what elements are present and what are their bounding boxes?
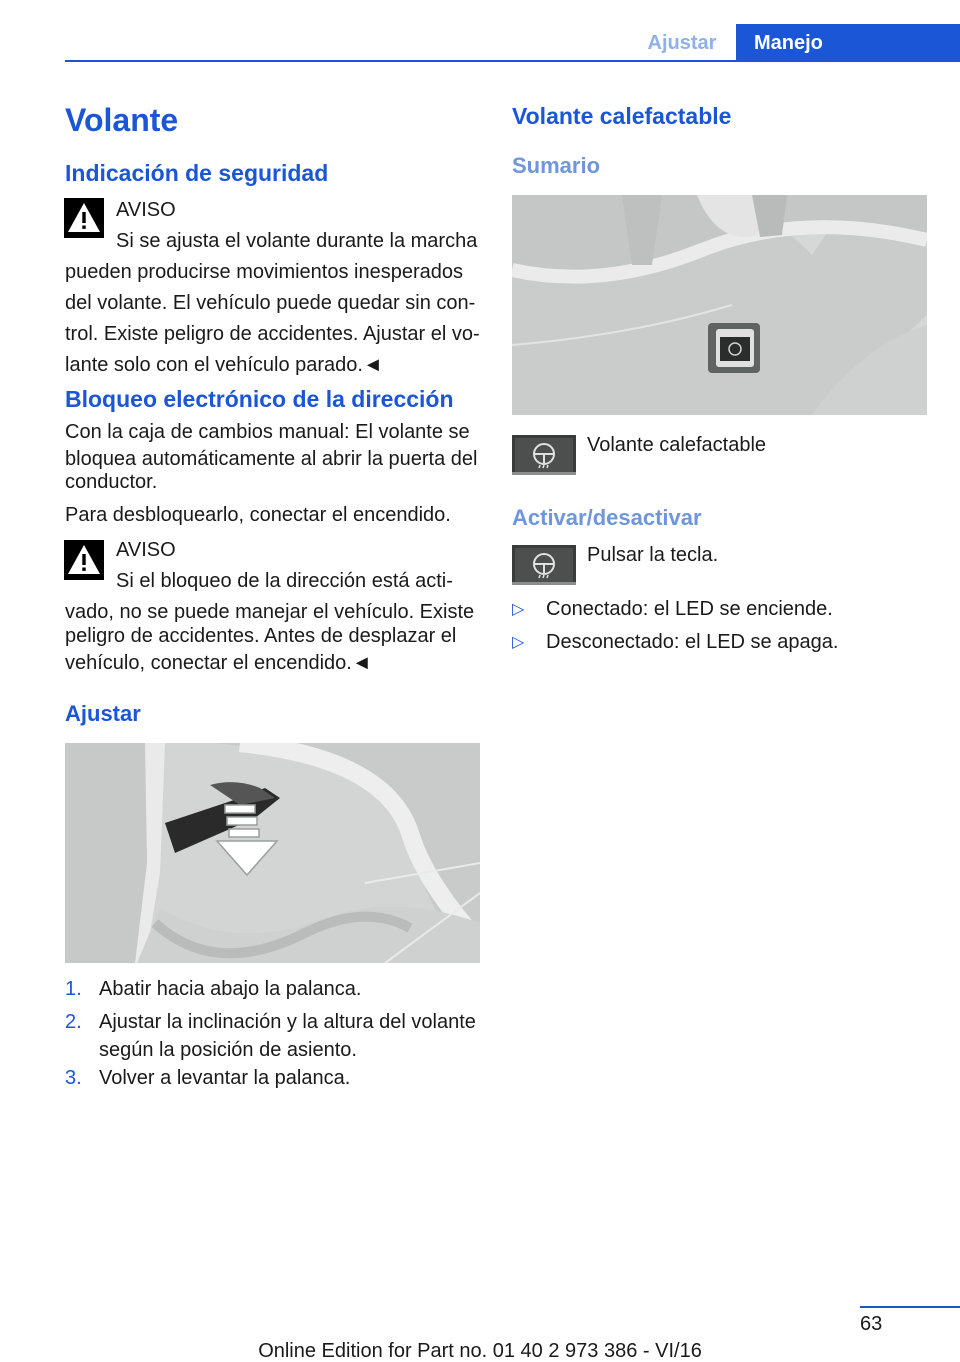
section-title: Volante calefactable (512, 103, 732, 129)
safety-line: Si se ajusta el volante durante la marcha (116, 230, 478, 252)
bullet-text: Desconectado: el LED se apaga. (546, 631, 839, 653)
adjust-heading: Ajustar (65, 701, 141, 726)
lock-para2: Para desbloquearlo, conectar el encendido. (65, 504, 451, 526)
edition-footer: Online Edition for Part no. 01 40 2 973 386 - VI/16 (258, 1340, 702, 1362)
lock-para-line: Con la caja de cambios manual: El volante se (65, 421, 470, 443)
warning-icon (64, 198, 104, 238)
heated-wheel-photo (512, 195, 927, 415)
list-item (65, 1007, 485, 1069)
safety-line: del volante. El vehículo puede quedar sin con‐ (65, 292, 476, 314)
list-item (65, 1063, 485, 1094)
header-tab-ajustar[interactable]: Ajustar (647, 32, 717, 54)
bullet-triangle-icon: ▷ (512, 601, 525, 618)
bullet-triangle-icon: ▷ (512, 634, 525, 651)
safety-line: lante solo con el vehículo parado.◄ (65, 354, 383, 376)
safety-warning-label: AVISO (116, 199, 176, 221)
lock-heading: Bloqueo electrónico de la dirección (65, 386, 454, 412)
page-number: 63 (860, 1313, 883, 1335)
safety-heading: Indicación de seguridad (65, 160, 329, 186)
step-text: según la posición de asiento. (99, 1039, 357, 1061)
step-number: 1. (65, 978, 82, 1000)
step-number: 2. (65, 1011, 82, 1033)
safety-line: pueden producirse movimientos inesperados (65, 261, 464, 283)
footer-rule (860, 1306, 960, 1308)
summary-heading: Sumario (512, 153, 601, 178)
header-rule (65, 60, 960, 62)
step-text: Abatir hacia abajo la palanca. (99, 978, 362, 1000)
list-item (65, 974, 485, 1005)
list-item (512, 594, 932, 625)
header-tab-manejo[interactable]: Manejo (736, 24, 960, 62)
safety-line: trol. Existe peligro de accidentes. Ajustar el vo‐ (65, 323, 480, 345)
lock-warning-line: peligro de accidentes. Antes de desplazar el (65, 625, 457, 647)
lock-warning-label: AVISO (116, 539, 176, 561)
icon-caption: Volante calefactable (587, 434, 767, 456)
heated-steering-wheel-button-icon (512, 545, 576, 585)
step-text: Volver a levantar la palanca. (99, 1067, 351, 1089)
steering-lever-photo (65, 743, 480, 963)
heated-wheel-illustration (512, 195, 927, 415)
page-title: Volante (65, 102, 179, 138)
bullet-text: Conectado: el LED se enciende. (546, 598, 833, 620)
toggle-text: Pulsar la tecla. (587, 544, 719, 566)
lock-warning-line: vado, no se puede manejar el vehículo. Existe (65, 601, 475, 623)
list-item (512, 627, 932, 658)
lock-warning-line: vehículo, conectar el encendido.◄ (65, 652, 372, 674)
steering-lever-illustration (65, 743, 480, 963)
step-text: Ajustar la inclinación y la altura del volante (99, 1011, 476, 1033)
lock-para-line: conductor. (65, 471, 158, 493)
toggle-heading: Activar/desactivar (512, 505, 702, 530)
step-number: 3. (65, 1067, 82, 1089)
lock-para-line: bloquea automáticamente al abrir la puerta del (65, 448, 478, 470)
lock-warning-line: Si el bloqueo de la dirección está acti‐ (116, 570, 453, 592)
heated-steering-wheel-button-icon (512, 435, 576, 475)
warning-icon (64, 540, 104, 580)
